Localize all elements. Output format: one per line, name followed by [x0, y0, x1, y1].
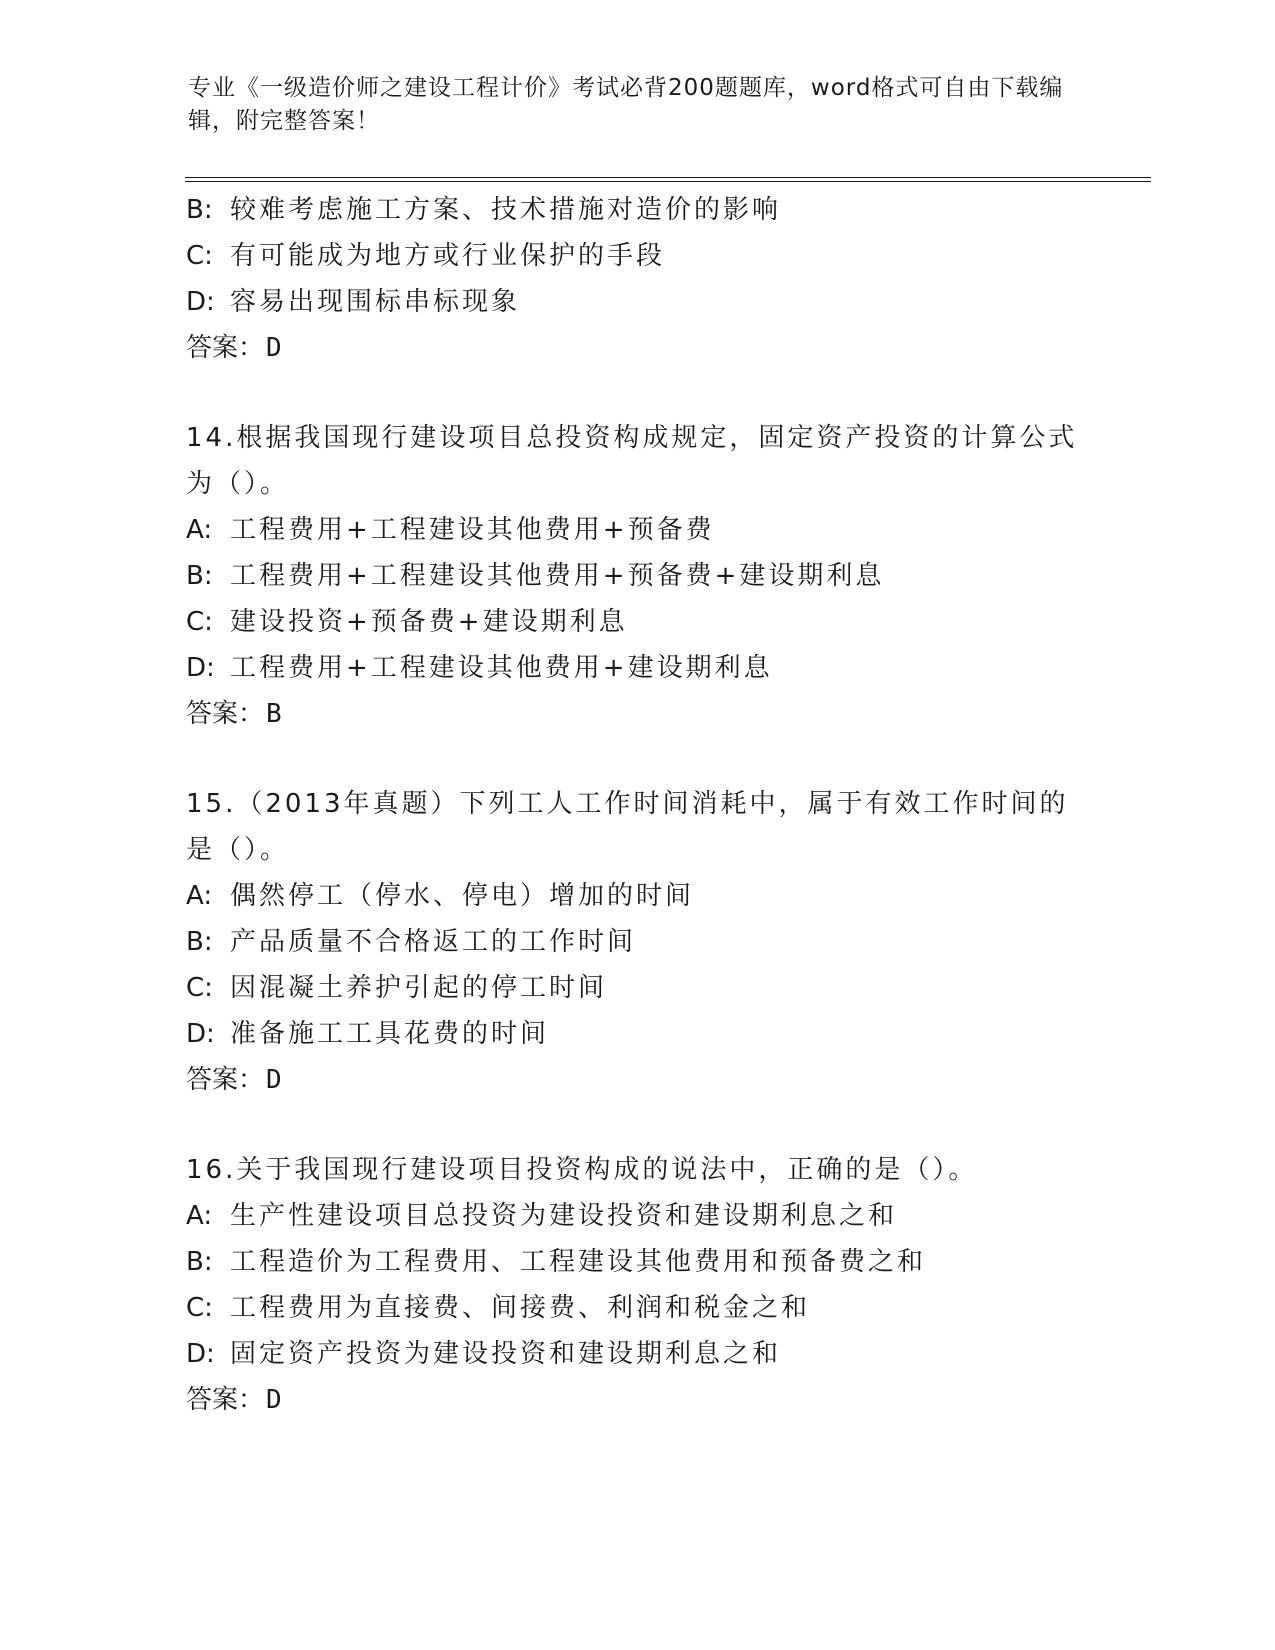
answer-value: B — [266, 699, 282, 729]
question-stem: 14.根据我国现行建设项目总投资构成规定，固定资产投资的计算公式为（）。 — [186, 423, 1078, 499]
option-d: D: 准备施工工具花费的时间 — [186, 1019, 550, 1049]
page-header: 专业《一级造价师之建设工程计价》考试必背200题题库，word格式可自由下载编辑，附完整答案！ — [188, 75, 1064, 134]
option-c: C: 因混凝土养护引起的停工时间 — [186, 973, 608, 1003]
answer-line: 答案：D — [186, 1065, 282, 1095]
option-c: C: 有可能成为地方或行业保护的手段 — [186, 241, 666, 271]
answer-line: 答案：D — [186, 1385, 282, 1415]
document-body — [186, 187, 1086, 1423]
question-stem: 15.（2013年真题）下列工人工作时间消耗中，属于有效工作时间的是（）。 — [186, 789, 1069, 865]
option-b: B: 较难考虑施工方案、技术措施对造价的影响 — [186, 195, 782, 225]
question-block-16 — [186, 1147, 1086, 1423]
option-c: C: 建设投资+预备费+建设期利息 — [186, 607, 628, 637]
option-c: C: 工程费用为直接费、间接费、利润和税金之和 — [186, 1293, 811, 1323]
question-block-14 — [186, 415, 1086, 737]
option-d: D: 容易出现围标串标现象 — [186, 287, 521, 317]
question-block-15 — [186, 781, 1086, 1103]
option-a: A: 工程费用+工程建设其他费用+预备费 — [186, 515, 715, 545]
header-divider — [185, 177, 1151, 182]
question-stem: 16.关于我国现行建设项目投资构成的说法中，正确的是（）。 — [186, 1155, 978, 1185]
answer-line: 答案：D — [186, 333, 282, 363]
option-a: A: 偶然停工（停水、停电）增加的时间 — [186, 881, 695, 911]
option-a: A: 生产性建设项目总投资为建设投资和建设期利息之和 — [186, 1201, 898, 1231]
option-d: D: 固定资产投资为建设投资和建设期利息之和 — [186, 1339, 782, 1369]
option-b: B: 工程造价为工程费用、工程建设其他费用和预备费之和 — [186, 1247, 927, 1277]
answer-value: D — [266, 1385, 282, 1415]
answer-value: D — [266, 333, 282, 363]
option-b: B: 产品质量不合格返工的工作时间 — [186, 927, 637, 957]
answer-line: 答案：B — [186, 699, 282, 729]
option-d: D: 工程费用+工程建设其他费用+建设期利息 — [186, 653, 773, 683]
question-block-13 — [186, 187, 1086, 371]
answer-value: D — [266, 1065, 282, 1095]
option-b: B: 工程费用+工程建设其他费用+预备费+建设期利息 — [186, 561, 885, 591]
